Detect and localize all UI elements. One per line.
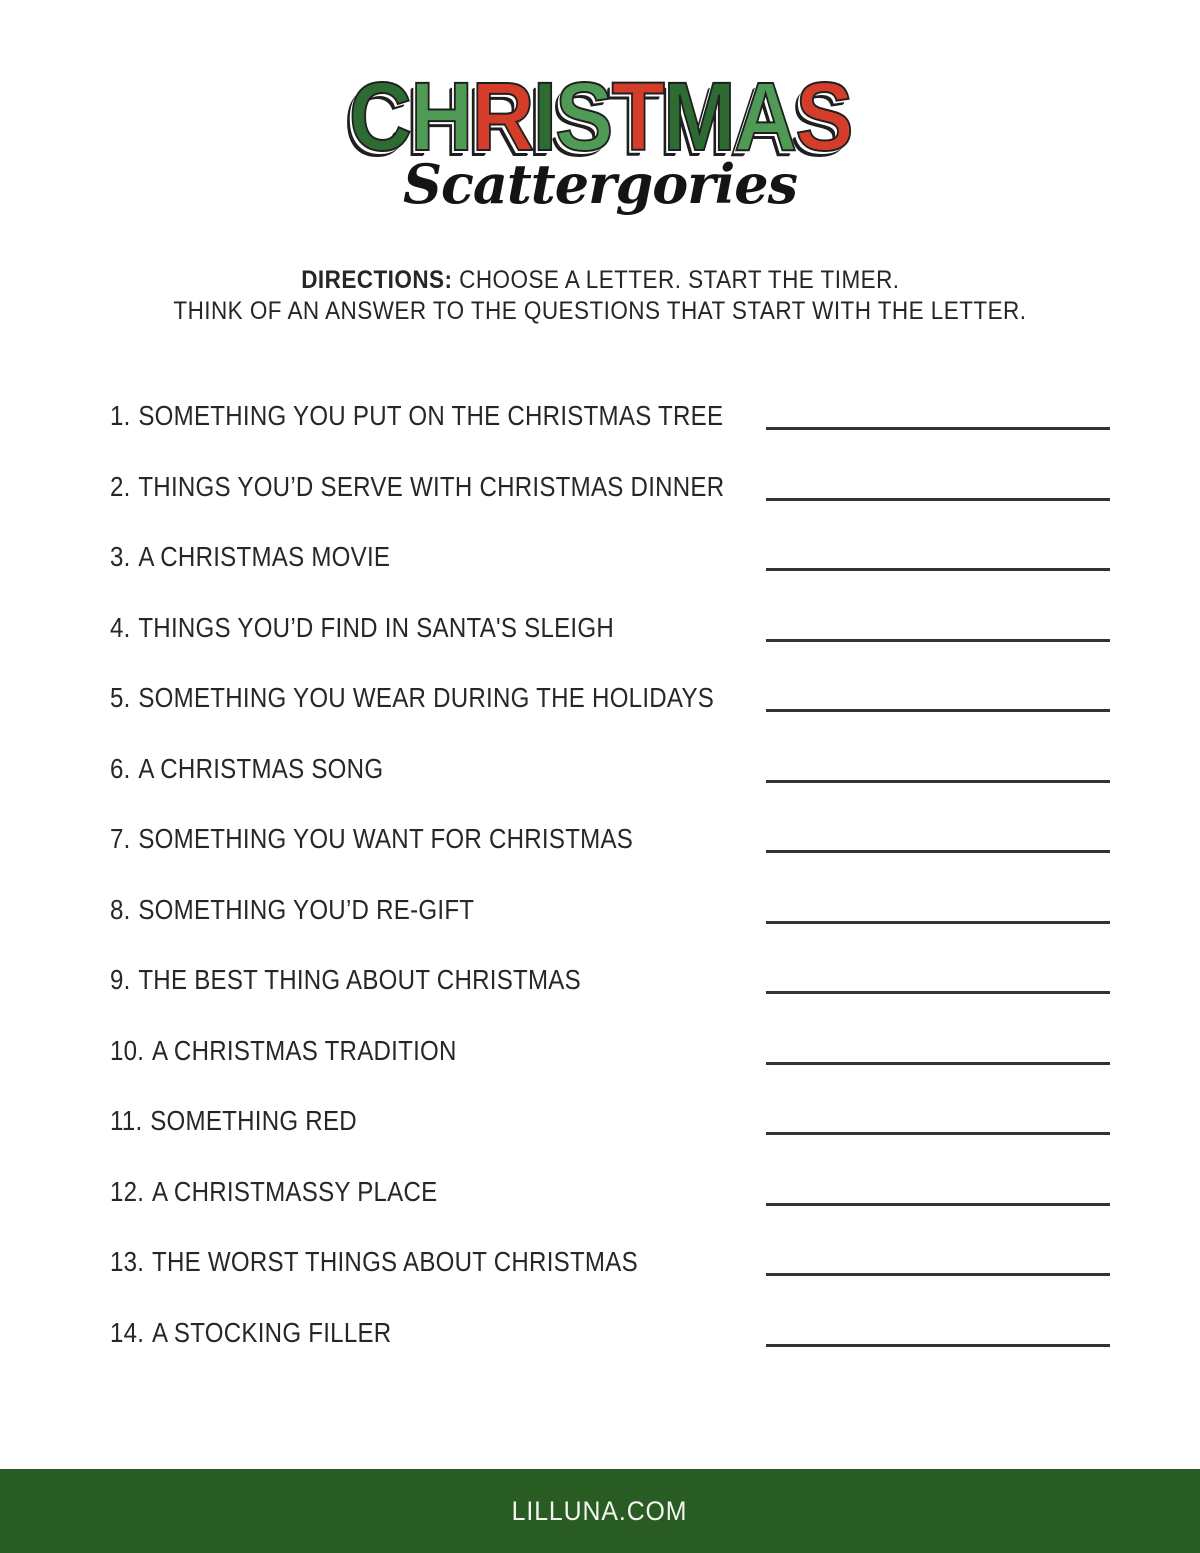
question-label: SOMETHING YOU WEAR DURING THE HOLIDAYS	[138, 682, 715, 714]
question-number: 5.	[110, 682, 131, 714]
footer-bar	[0, 1469, 1200, 1553]
question-number: 9.	[110, 964, 131, 996]
question-text	[110, 401, 723, 431]
question-text	[110, 542, 390, 572]
answer-blank-line	[766, 1344, 1110, 1347]
question-row	[0, 593, 1200, 664]
answer-blank-line	[766, 1132, 1110, 1135]
title-letter: A	[733, 62, 795, 171]
answer-blank-line	[766, 1203, 1110, 1206]
footer-site-label: LILLUNA.COM	[512, 1495, 688, 1526]
question-row	[0, 1157, 1200, 1228]
question-row	[0, 1227, 1200, 1298]
page-title	[348, 62, 852, 171]
answer-blank-line	[766, 498, 1110, 501]
answer-blank-line	[766, 568, 1110, 571]
title-letter: S	[554, 62, 612, 171]
title-letter: T	[611, 62, 663, 171]
question-text	[110, 965, 581, 995]
question-label: THINGS YOU’D FIND IN SANTA'S SLEIGH	[138, 611, 615, 643]
question-number: 12.	[110, 1175, 145, 1207]
question-label: THE BEST THING ABOUT CHRISTMAS	[138, 964, 581, 996]
question-label: A CHRISTMAS MOVIE	[138, 541, 391, 573]
question-row	[0, 1016, 1200, 1087]
page-subtitle: Scattergories	[402, 152, 798, 216]
question-text	[110, 895, 474, 925]
question-label: A CHRISTMASSY PLACE	[151, 1175, 438, 1207]
directions-line1-text: CHOOSE A LETTER. START THE TIMER.	[452, 266, 900, 294]
title-letter: S	[794, 62, 852, 171]
answer-blank-line	[766, 921, 1110, 924]
question-number: 4.	[110, 611, 131, 643]
question-number: 10.	[110, 1034, 145, 1066]
question-label: THE WORST THINGS ABOUT CHRISTMAS	[151, 1246, 638, 1278]
question-number: 7.	[110, 823, 131, 855]
title-letter: H	[409, 62, 472, 171]
question-text	[110, 683, 714, 713]
answer-blank-line	[766, 1273, 1110, 1276]
question-number: 11.	[110, 1105, 143, 1137]
question-list	[0, 381, 1200, 1368]
header	[0, 0, 1200, 216]
question-row	[0, 452, 1200, 523]
question-label: SOMETHING RED	[150, 1105, 357, 1137]
question-label: A CHRISTMAS TRADITION	[151, 1034, 457, 1066]
question-text	[110, 1247, 638, 1277]
question-row	[0, 522, 1200, 593]
answer-blank-line	[766, 780, 1110, 783]
question-row	[0, 945, 1200, 1016]
question-number: 8.	[110, 893, 131, 925]
directions-block	[0, 265, 1200, 327]
question-row	[0, 734, 1200, 805]
directions-line1	[301, 265, 899, 296]
question-label: THINGS YOU’D SERVE WITH CHRISTMAS DINNER	[138, 470, 725, 502]
question-label: A STOCKING FILLER	[151, 1316, 392, 1348]
question-number: 3.	[110, 541, 131, 573]
answer-blank-line	[766, 850, 1110, 853]
question-text	[110, 613, 614, 643]
question-label: A CHRISTMAS SONG	[138, 752, 384, 784]
question-number: 14.	[110, 1316, 145, 1348]
question-label: SOMETHING YOU PUT ON THE CHRISTMAS TREE	[138, 400, 724, 432]
answer-blank-line	[766, 709, 1110, 712]
question-text	[110, 1318, 391, 1348]
question-text	[110, 754, 383, 784]
question-row	[0, 381, 1200, 452]
question-row	[0, 663, 1200, 734]
title-letter: M	[662, 62, 734, 171]
question-number: 1.	[110, 400, 131, 432]
question-label: SOMETHING YOU WANT FOR CHRISTMAS	[138, 823, 634, 855]
directions-label: DIRECTIONS:	[300, 266, 453, 294]
answer-blank-line	[766, 639, 1110, 642]
answer-blank-line	[766, 991, 1110, 994]
question-label: SOMETHING YOU’D RE-GIFT	[138, 893, 475, 925]
answer-blank-line	[766, 427, 1110, 430]
title-letter: C	[348, 62, 410, 171]
question-text	[110, 1036, 457, 1066]
question-row	[0, 875, 1200, 946]
question-row	[0, 1086, 1200, 1157]
question-row	[0, 804, 1200, 875]
question-row	[0, 1298, 1200, 1369]
question-text	[110, 1106, 357, 1136]
answer-blank-line	[766, 1062, 1110, 1065]
directions-line2: THINK OF AN ANSWER TO THE QUESTIONS THAT START WITH THE LETTER.	[173, 297, 1027, 325]
question-text	[110, 472, 724, 502]
title-letter: R	[471, 62, 533, 171]
title-letter: I	[532, 62, 555, 171]
question-number: 2.	[110, 470, 131, 502]
question-text	[110, 1177, 437, 1207]
question-number: 6.	[110, 752, 131, 784]
question-number: 13.	[110, 1246, 145, 1278]
question-text	[110, 824, 633, 854]
